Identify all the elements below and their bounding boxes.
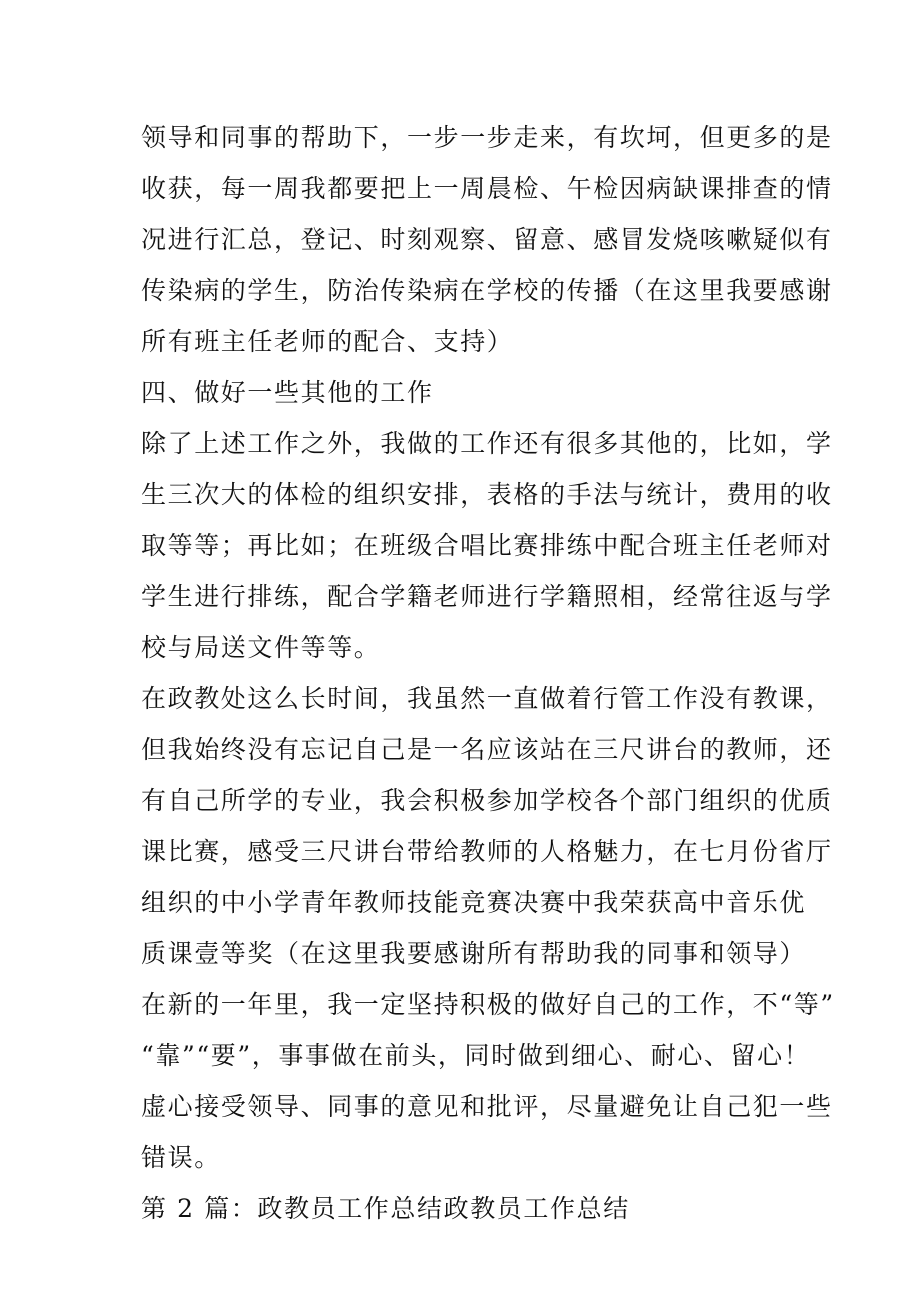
paragraph-line: 但我始终没有忘记自己是一名应该站在三尺讲台的教师，还 xyxy=(141,735,833,764)
paragraph-line: 校与局送文件等等。 xyxy=(141,633,381,662)
paragraph-line: 传染病的学生，防治传染病在学校的传播（在这里我要感谢 xyxy=(141,276,833,305)
paragraph-line: 在新的一年里，我一定坚持积极的做好自己的工作，不“等” xyxy=(141,990,835,1019)
paragraph-line: 生三次大的体检的组织安排，表格的手法与统计，费用的收 xyxy=(141,480,833,509)
paragraph-line: 组织的中小学青年教师技能竞赛决赛中我荣获高中音乐优 xyxy=(141,888,807,917)
paragraph-line: 学生进行排练，配合学籍老师进行学籍照相，经常往返与学 xyxy=(141,582,833,611)
paragraph-line: 收获，每一周我都要把上一周晨检、午检因病缺课排查的情 xyxy=(141,174,833,203)
paragraph-line: 课比赛，感受三尺讲台带给教师的人格魅力，在七月份省厅 xyxy=(141,837,833,866)
paragraph-line: 虚心接受领导、同事的意见和批评，尽量避免让自己犯一些 xyxy=(141,1092,833,1121)
paragraph-line: 况进行汇总，登记、时刻观察、留意、感冒发烧咳嗽疑似有 xyxy=(141,225,833,254)
paragraph-line: 质课壹等奖（在这里我要感谢所有帮助我的同事和领导） xyxy=(141,939,807,968)
paragraph-line: “靠”“要”，事事做在前头，同时做到细心、耐心、留心！ xyxy=(141,1041,811,1070)
paragraph-line: 除了上述工作之外，我做的工作还有很多其他的，比如，学 xyxy=(141,429,833,458)
paragraph-line: 所有班主任老师的配合、支持） xyxy=(141,327,514,356)
paragraph-line: 在政教处这么长时间，我虽然一直做着行管工作没有教课， xyxy=(141,684,833,713)
paragraph-line: 取等等；再比如；在班级合唱比赛排练中配合班主任老师对 xyxy=(141,531,833,560)
section-heading: 四、做好一些其他的工作 xyxy=(141,378,434,407)
document-body xyxy=(141,112,835,1234)
chapter-title: 第 2 篇：政教员工作总结政教员工作总结 xyxy=(141,1194,630,1223)
paragraph-line: 错误。 xyxy=(141,1143,221,1172)
paragraph-line: 领导和同事的帮助下，一步一步走来，有坎坷，但更多的是 xyxy=(141,123,833,152)
paragraph-line: 有自己所学的专业，我会积极参加学校各个部门组织的优质 xyxy=(141,786,833,815)
